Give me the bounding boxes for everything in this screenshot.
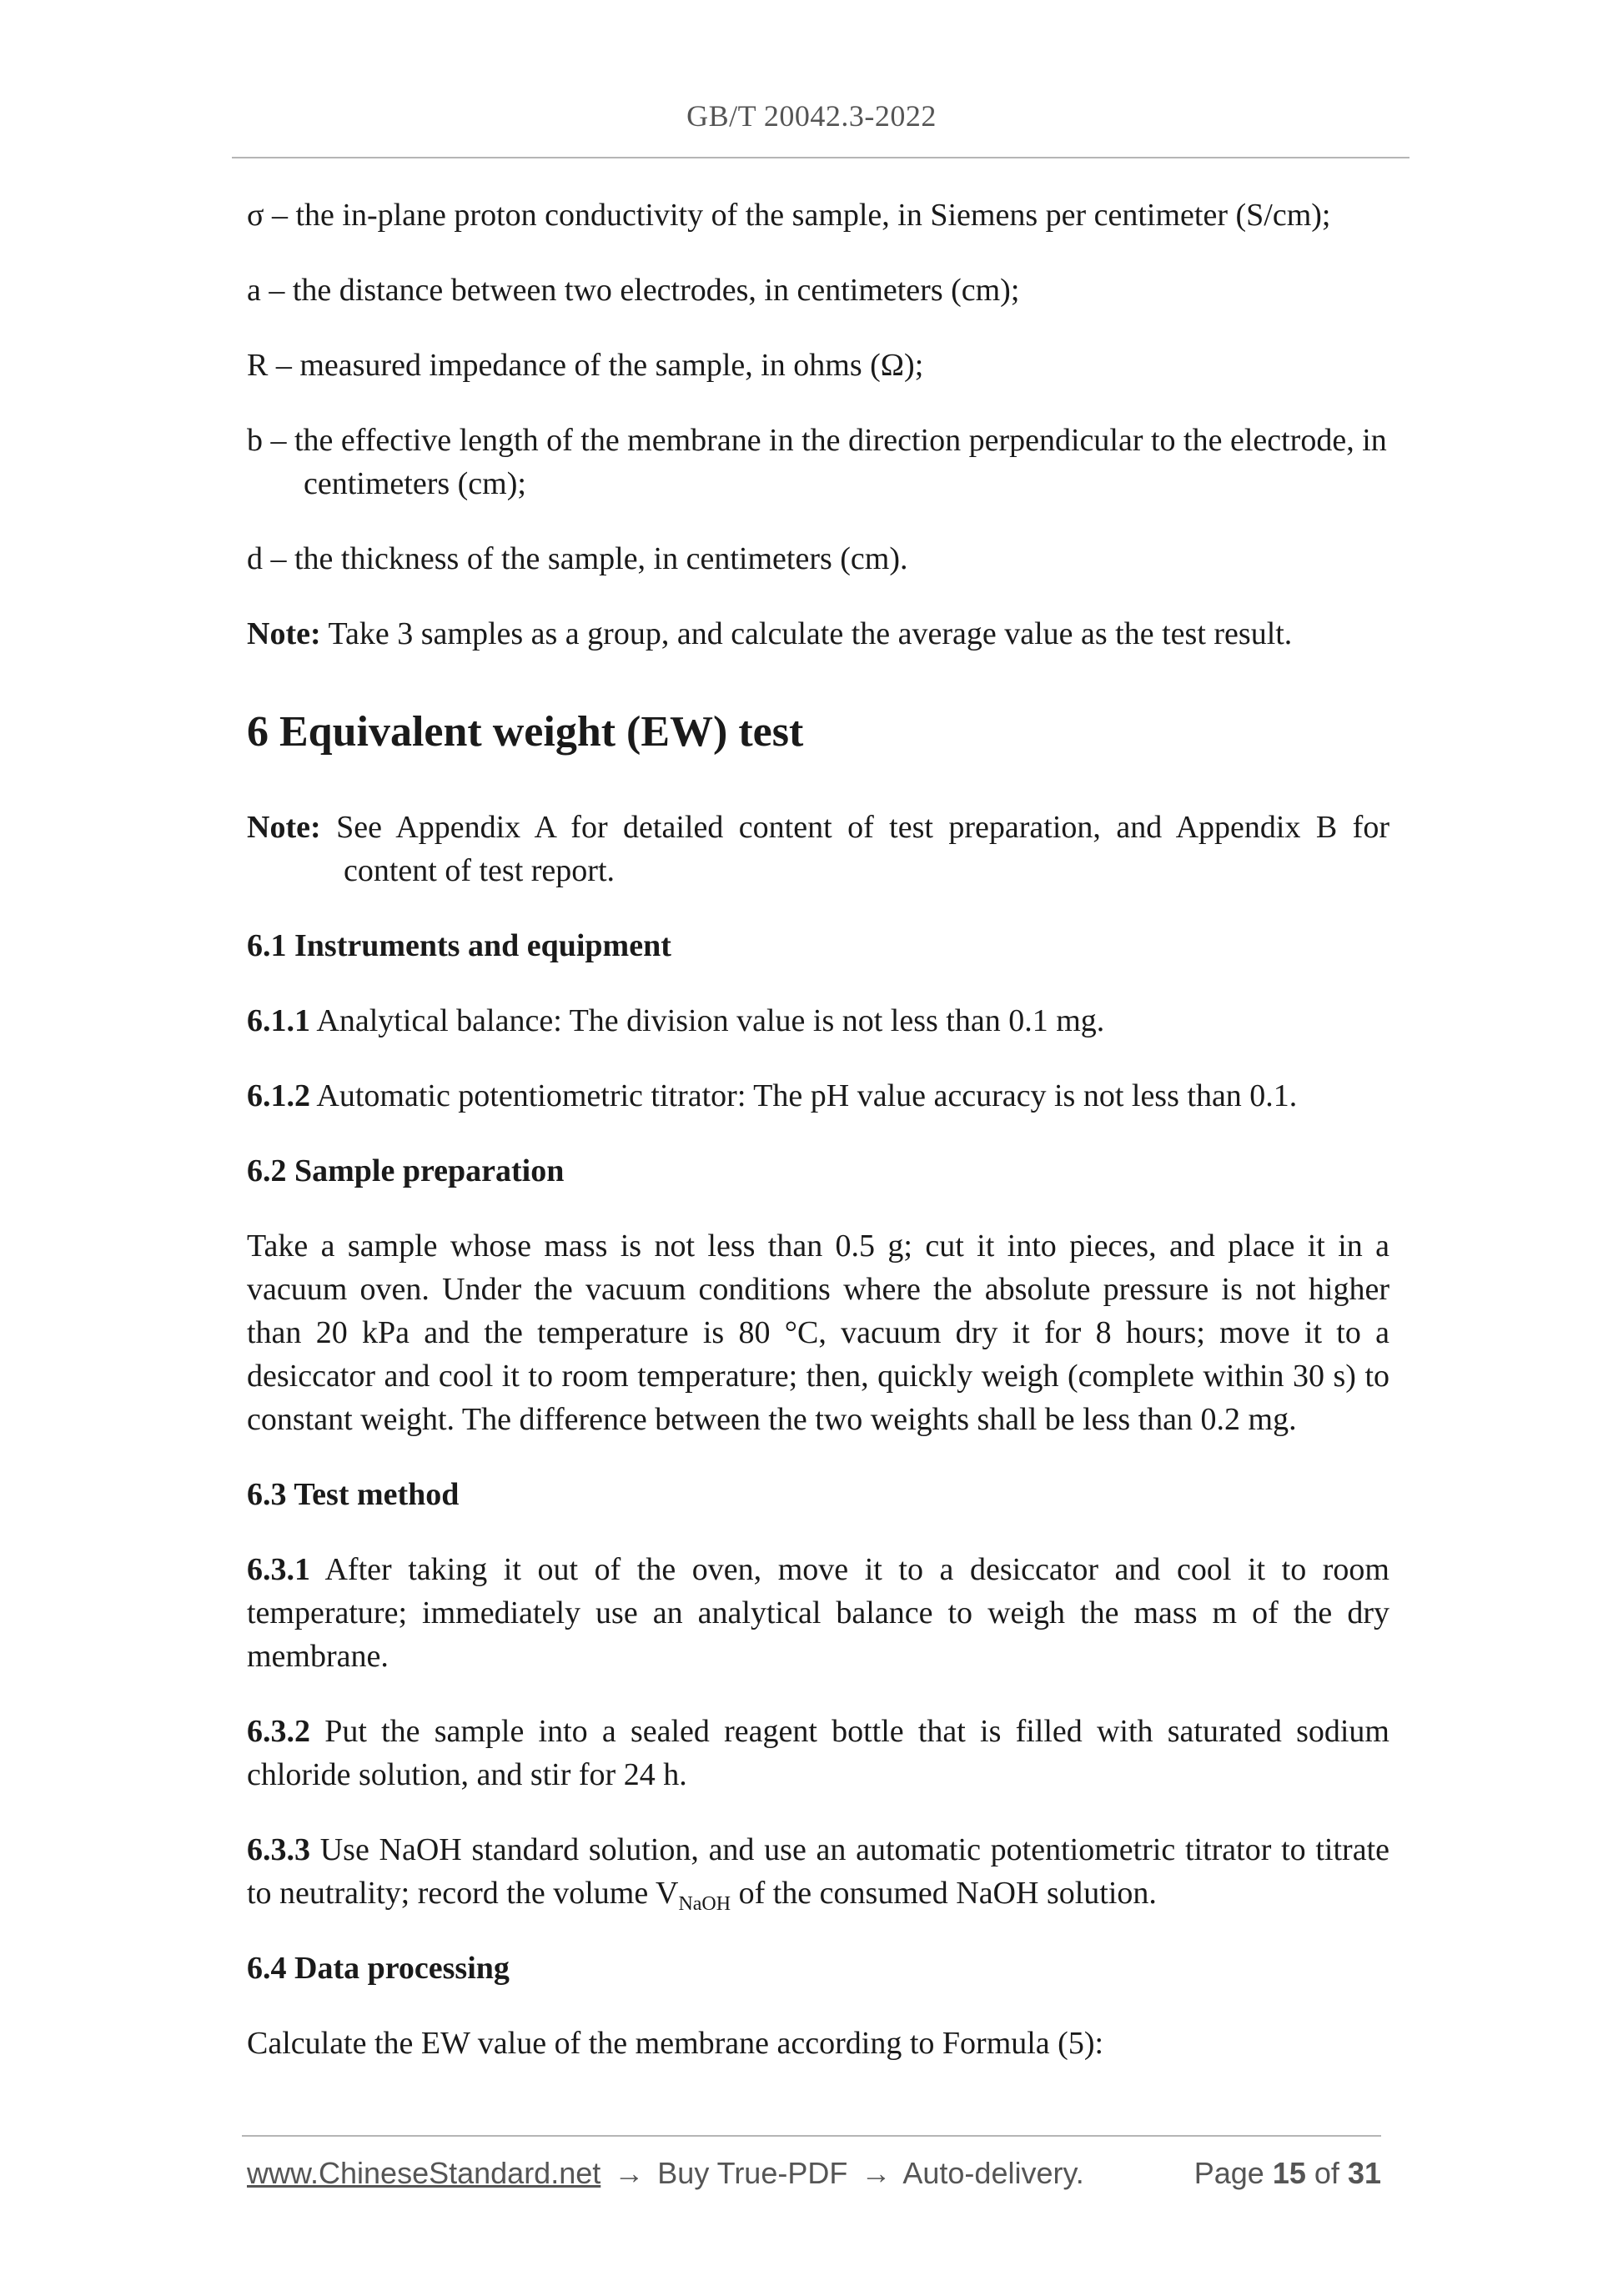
page-label: Page bbox=[1193, 2156, 1264, 2190]
clause-6-1-2 bbox=[247, 1074, 1389, 1118]
clause-text: After taking it out of the oven, move it to a desiccator and cool it to room temperature; immediately use an analytical balance to weigh the mass m of the dry membrane. bbox=[247, 1552, 1389, 1674]
note-text: See Appendix A for detailed content of test preparation, and Appendix B for content of test report. bbox=[320, 810, 1389, 888]
section-6-heading: 6 Equivalent weight (EW) test bbox=[247, 708, 804, 756]
current-page: 15 bbox=[1272, 2156, 1306, 2190]
total-pages: 31 bbox=[1347, 2156, 1381, 2190]
arrow-right-icon: → bbox=[614, 2156, 645, 2190]
header-divider bbox=[232, 157, 1409, 158]
header-standard-number: GB/T 20042.3-2022 bbox=[686, 99, 937, 133]
footer-left bbox=[247, 2156, 1084, 2191]
clause-6-3-1 bbox=[247, 1548, 1389, 1678]
note-appendix bbox=[247, 806, 1389, 892]
clause-number: 6.3.3 bbox=[247, 1832, 310, 1867]
note-label: Note: bbox=[247, 616, 321, 651]
page-content bbox=[247, 193, 1389, 2097]
clause-text: Automatic potentiometric titrator: The pH value accuracy is not less than 0.1. bbox=[310, 1078, 1298, 1113]
clause-number: 6.1.1 bbox=[247, 1003, 310, 1038]
subscript-naoh: NaOH bbox=[678, 1893, 731, 1915]
section-6-2-heading: 6.2 Sample preparation bbox=[247, 1153, 565, 1188]
data-processing-text: Calculate the EW value of the membrane according to Formula (5): bbox=[247, 2026, 1104, 2061]
sample-preparation-text: Take a sample whose mass is not less than 0.5 g; cut it into pieces, and place it in a vacuum oven. Under the vacuum conditions where the absolute pressure is not higher than 20 kPa and the temperature is 80 °C, vacuum dry it for 8 hours; move it to a desiccator and cool it to room temperature; then, quickly weigh (complete within 30 s) to constant weight. The difference between the two weights shall be less than 0.2 mg. bbox=[247, 1228, 1389, 1437]
definition-a: a – the distance between two electrodes, in centimeters (cm); bbox=[247, 273, 1020, 308]
clause-text: Use NaOH standard solution, and use an automatic potentiometric titrator to titrate to neutrality; record the volume V bbox=[247, 1832, 1389, 1911]
clause-6-1-1 bbox=[247, 999, 1389, 1042]
note-text: Take 3 samples as a group, and calculate the average value as the test result. bbox=[320, 616, 1293, 651]
section-6-3-heading: 6.3 Test method bbox=[247, 1477, 460, 1512]
definition-r: R – measured impedance of the sample, in ohms (Ω); bbox=[247, 348, 924, 383]
definition-sigma: σ – the in-plane proton conductivity of the sample, in Siemens per centimeter (S/cm); bbox=[247, 198, 1331, 233]
website-link[interactable]: www.ChineseStandard.net bbox=[247, 2156, 601, 2190]
definition-d: d – the thickness of the sample, in centimeters (cm). bbox=[247, 541, 908, 576]
page-footer bbox=[247, 2156, 1381, 2191]
note-average bbox=[247, 612, 1389, 656]
clause-text: Analytical balance: The division value is not less than 0.1 mg. bbox=[310, 1003, 1105, 1038]
section-6-1-heading: 6.1 Instruments and equipment bbox=[247, 928, 671, 963]
buy-text: Buy True-PDF bbox=[657, 2156, 848, 2190]
clause-text-end: of the consumed NaOH solution. bbox=[731, 1876, 1157, 1911]
of-label: of bbox=[1314, 2156, 1339, 2190]
section-6-4-heading: 6.4 Data processing bbox=[247, 1951, 510, 1986]
definition-b: b – the effective length of the membrane in the direction perpendicular to the electrode, in centimeters (cm); bbox=[247, 423, 1387, 501]
clause-number: 6.3.2 bbox=[247, 1714, 310, 1749]
clause-6-3-2 bbox=[247, 1710, 1389, 1796]
page-indicator bbox=[1194, 2156, 1381, 2191]
footer-divider bbox=[242, 2135, 1381, 2137]
note-label: Note: bbox=[247, 810, 321, 845]
clause-6-3-3 bbox=[247, 1828, 1389, 1915]
clause-text: Put the sample into a sealed reagent bottle that is filled with saturated sodium chloride solution, and stir for 24 h. bbox=[247, 1714, 1389, 1792]
clause-number: 6.1.2 bbox=[247, 1078, 310, 1113]
clause-number: 6.3.1 bbox=[247, 1552, 310, 1587]
arrow-right-icon: → bbox=[861, 2156, 892, 2190]
delivery-text: Auto-delivery. bbox=[902, 2156, 1084, 2190]
